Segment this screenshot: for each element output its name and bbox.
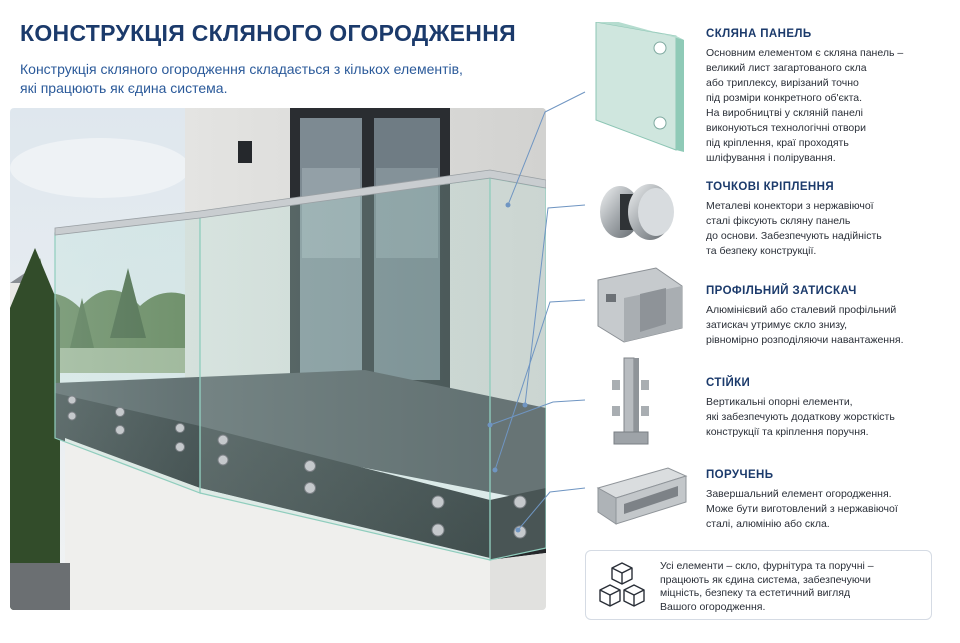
- subtitle-line: які працюють як єдина система.: [20, 80, 228, 96]
- component-title: ПРОФІЛЬНИЙ ЗАТИСКАЧ: [706, 285, 857, 297]
- description-line: конструкції та кріплення поручня.: [706, 426, 869, 438]
- description-line: сталі, алюмінію або скла.: [706, 518, 830, 530]
- summary-line: працюють як єдина система, забезпечуючи: [660, 573, 871, 586]
- summary-line: міцність, безпеку та естетичний вигляд: [660, 587, 851, 599]
- description-line: великий лист загартованого скла: [706, 62, 867, 74]
- component-title: СТІЙКИ: [706, 377, 751, 389]
- component-title: ПОРУЧЕНЬ: [706, 469, 774, 481]
- summary-note: [585, 550, 932, 620]
- page-subtitle: [20, 60, 540, 98]
- description-line: або триплексу, вирізаний точно: [706, 77, 859, 89]
- handrail-icon: [596, 466, 688, 533]
- description-line: рівномірно розподіляючи навантаження.: [706, 334, 904, 346]
- description-line: Вертикальні опорні елементи,: [706, 396, 853, 408]
- summary-text: [660, 560, 928, 614]
- description-line: під кріплення, краї проходять: [706, 137, 849, 149]
- description-line: до основи. Забезпечують надійність: [706, 230, 882, 242]
- component-title: СКЛЯНА ПАНЕЛЬ: [706, 28, 812, 40]
- description-line: виконуються технологічні отвори: [706, 122, 866, 134]
- description-line: під розміри конкретного об'єкта.: [706, 92, 863, 104]
- subtitle-line: Конструкція скляного огородження складається з кількох елементів,: [20, 61, 463, 77]
- balcony-photo: [10, 108, 546, 610]
- point-fixing-icon: [598, 182, 680, 247]
- cubes-icon: [598, 561, 646, 616]
- description-line: сталі фіксують скляну панель: [706, 215, 851, 227]
- summary-line: Усі елементи – скло, фурнітура та поручні –: [660, 560, 874, 572]
- description-line: Основним елементом є скляна панель –: [706, 47, 904, 59]
- profile-clamp-icon: [596, 266, 684, 351]
- description-line: Металеві конектори з нержавіючої: [706, 200, 874, 212]
- description-line: затискач утримує скло знизу,: [706, 319, 848, 331]
- component-description: [706, 199, 946, 259]
- description-line: На виробництві у скляній панелі: [706, 107, 863, 119]
- component-description: [706, 303, 946, 348]
- page-title: КОНСТРУКЦІЯ СКЛЯНОГО ОГОРОДЖЕННЯ: [20, 20, 516, 46]
- post-icon: [612, 356, 652, 453]
- component-description: [706, 395, 946, 440]
- component-description: [706, 46, 946, 166]
- description-line: які забезпечують додаткову жорсткість: [706, 411, 895, 423]
- description-line: та безпеку конструкції.: [706, 245, 817, 257]
- description-line: Алюмінієвий або сталевий профільний: [706, 304, 897, 316]
- summary-line: Вашого огородження.: [660, 600, 766, 613]
- description-line: Може бути виготовлений з нержавіючої: [706, 503, 898, 515]
- component-title: ТОЧКОВІ КРІПЛЕННЯ: [706, 181, 834, 193]
- glass-panel-icon: [592, 22, 688, 157]
- component-description: [706, 487, 946, 532]
- description-line: Завершальний елемент огородження.: [706, 488, 892, 500]
- description-line: шліфування і полірування.: [706, 152, 836, 164]
